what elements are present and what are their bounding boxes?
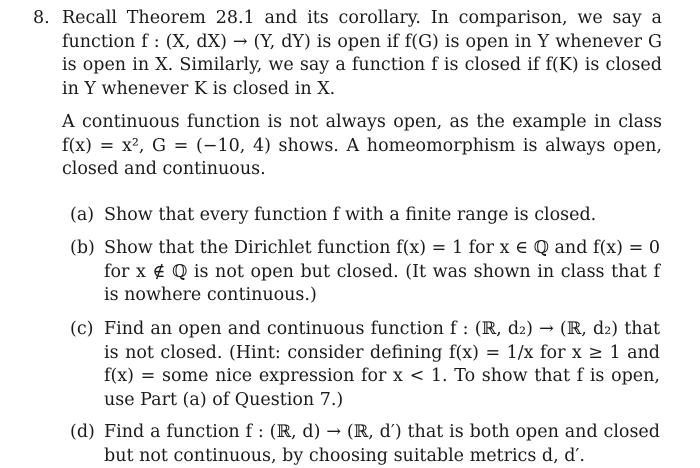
- part-b-label: (b): [70, 238, 95, 258]
- paragraph-definition: Recall Theorem 28.1 and its corollary. In comparison, we say a function f : (X, dX) → (Y, dY) is open if f(G) is open in Y whenever G is open in X. Similarly, we say a function f is closed if f(K) is closed in Y whenever K is closed in X.: [62, 8, 662, 99]
- part-a-text: Show that every function f with a finite range is closed.: [104, 205, 597, 225]
- paragraph-remark: A continuous function is not always open, as the example in class f(x) = x², G = (−10, 4) shows. A homeomorphism is always open, closed and continuous.: [62, 112, 662, 179]
- part-c-text: Find an open and continuous function f : (ℝ, d₂) → (ℝ, d₂) that is not closed. (Hint: consider defining f(x) = 1/x for x ≥ 1 and f(x) = some nice expression for x < 1. To show that f is open, use Part (a) of Question 7.): [104, 319, 660, 410]
- part-b-text: Show that the Dirichlet function f(x) = 1 for x ∈ ℚ and f(x) = 0 for x ∉ ℚ is not open but closed. (It was shown in class that f is nowhere continuous.): [104, 238, 660, 305]
- part-d-label: (d): [70, 422, 95, 442]
- question-number: 8.: [33, 8, 50, 28]
- part-a-label: (a): [70, 205, 95, 225]
- part-d-text: Find a function f : (ℝ, d) → (ℝ, d′) that is both open and closed but not continuous, by choosing suitable metrics d, d′.: [104, 422, 660, 466]
- part-c-label: (c): [70, 319, 94, 339]
